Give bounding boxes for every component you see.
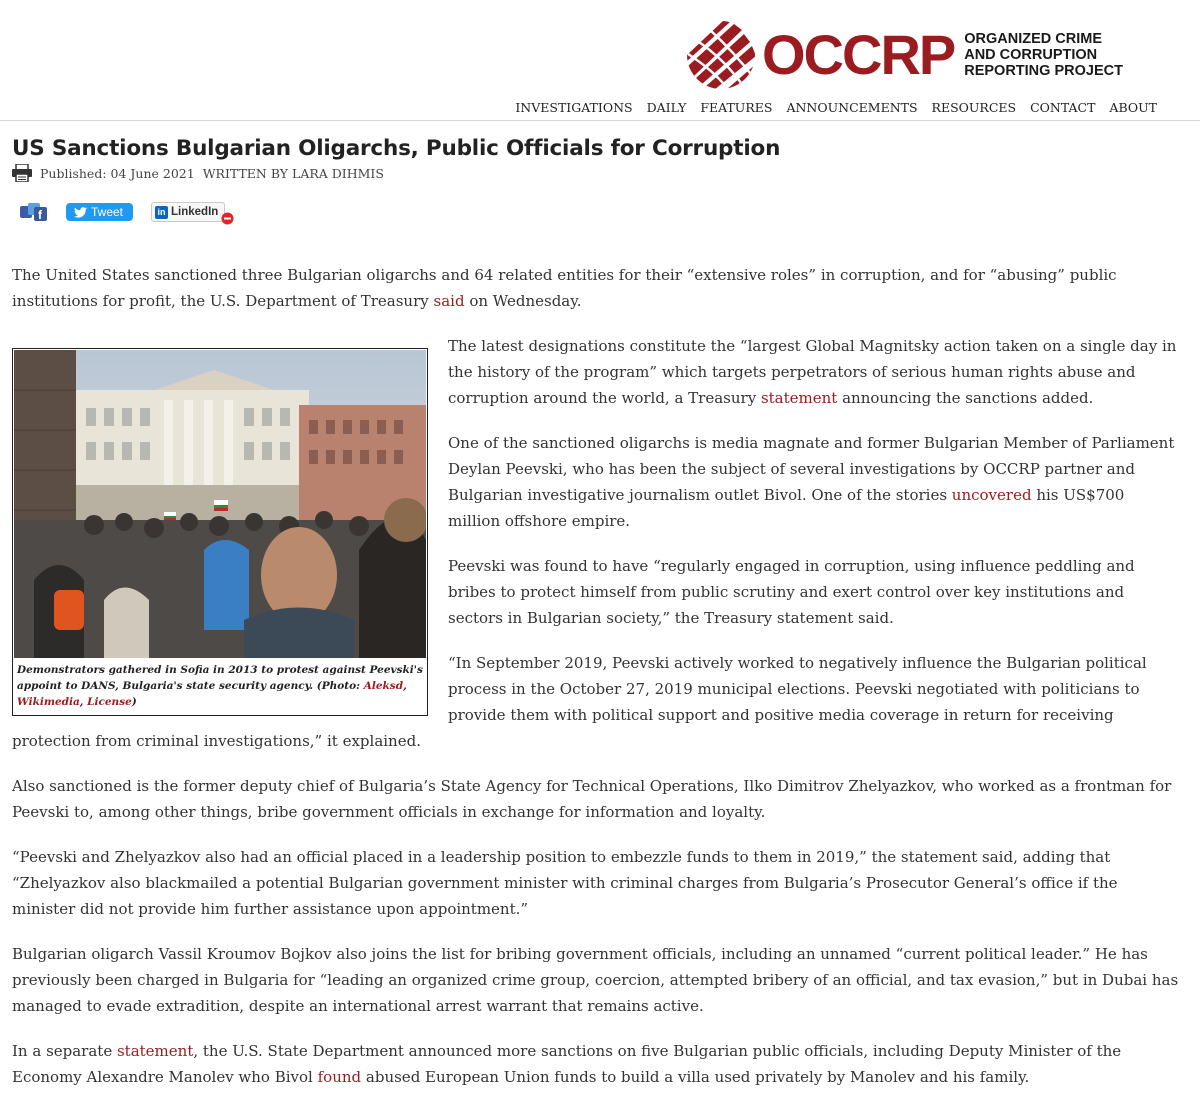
article-figure	[12, 348, 428, 716]
site-header	[0, 0, 1200, 121]
print-icon[interactable]	[12, 164, 32, 182]
article-paragraph: “In September 2019, Peevski actively worked to negatively influence the Bulgarian political process in the October 27, 2019 municipal elections. Peevski negotiated with politicians to provide them with political support and positive media coverage in return for receiving protection from criminal investigations,” it explained.	[12, 654, 1147, 750]
nav-item-daily[interactable]: DAILY	[646, 100, 687, 115]
paragraph-text: , the U.S. State Department announced more sanctions on five Bulgarian public officials, including Deputy Minister of the Economy Alexandre Manolev who Bivol	[12, 1042, 1122, 1086]
article-paragraph	[12, 262, 1180, 314]
nav-item-announcements[interactable]: ANNOUNCEMENTS	[786, 100, 918, 115]
nav-item-investigations[interactable]: INVESTIGATIONS	[515, 100, 633, 115]
caption-text: )	[131, 696, 137, 708]
article-meta	[12, 164, 384, 182]
linkedin-badge-icon	[221, 212, 234, 225]
paragraph-text: One of the sanctioned oligarchs is media magnate and former Bulgarian Member of Parliament Deylan Peevski, who has been the subject of several investigations by OCCRP partner and Bulgarian investigative journalism outlet Bivol. One of the stories	[448, 434, 1175, 504]
tweet-label: Tweet	[91, 205, 124, 219]
article-title: US Sanctions Bulgarian Oligarchs, Public Officials for Corruption	[12, 136, 781, 161]
article-paragraph: Also sanctioned is the former deputy chief of Bulgaria’s State Agency for Technical Operations, Ilko Dimitrov Zhelyazkov, who worked as a frontman for Peevski to, among other things, bribe government officials in exchange for information and loyalty.	[12, 777, 1172, 821]
photo-caption	[14, 658, 426, 714]
occrp-logo[interactable]	[686, 20, 1123, 90]
uncovered-link[interactable]: uncovered	[951, 486, 1032, 504]
said-link[interactable]: said	[433, 292, 465, 310]
logo-tagline	[964, 31, 1123, 79]
author-byline: WRITTEN BY LARA DIHMIS	[202, 165, 384, 181]
state-department-statement-link[interactable]: statement	[116, 1042, 194, 1060]
article-paragraph	[12, 1038, 1180, 1090]
treasury-statement-link[interactable]: statement	[760, 389, 838, 407]
license-link[interactable]: License	[87, 696, 132, 708]
photo-credit-link[interactable]: Aleksd	[363, 680, 404, 692]
twitter-bird-icon	[74, 207, 87, 218]
main-nav	[515, 100, 1157, 115]
article-paragraph: Peevski was found to have “regularly engaged in corruption, using influence peddling and bribes to protect himself from public scrutiny and exert control over key institutions and sectors in Bulgarian society,” the Treasury statement said.	[448, 557, 1135, 627]
paragraph-text: The latest designations constitute the “largest Global Magnitsky action taken on a single day in the history of the program” which targets perpetrators of serious human rights abuse and corruption around the world, a Treasury	[448, 337, 1177, 407]
protest-photo[interactable]	[14, 350, 426, 658]
nav-item-features[interactable]: FEATURES	[700, 100, 773, 115]
occrp-wordmark: OCCRP	[762, 23, 955, 86]
article-paragraph: Bulgarian oligarch Vassil Kroumov Bojkov also joins the list for bribing government officials, including an unnamed “current political leader.” He has previously been charged in Bulgaria for “leading an organized crime group, coercion, attempted bribery of an official, and tax evasion,” but in Dubai has managed to evade extradition, despite an international arrest warrant that remains active.	[12, 945, 1179, 1015]
paragraph-text: on Wednesday.	[464, 292, 582, 310]
paragraph-text: The United States sanctioned three Bulgarian oligarchs and 64 related entities for their “extensive roles” in corruption, and for “abusing” public institutions for profit, the U.S. Department of Treasury	[12, 266, 1117, 310]
paragraph-text: In a separate	[12, 1042, 117, 1060]
caption-separator: ,	[79, 696, 88, 708]
paragraph-text: his US$700 million offshore empire.	[448, 486, 1125, 530]
linkedin-icon: in	[155, 206, 168, 219]
linkedin-label: LinkedIn	[171, 206, 219, 218]
nav-item-about[interactable]: ABOUT	[1109, 100, 1157, 115]
paragraph-text: announcing the sanctions added.	[837, 389, 1094, 407]
paragraph-text: abused European Union funds to build a villa used privately by Manolev and his family.	[361, 1068, 1030, 1086]
logo-tagline-line: AND CORRUPTION	[964, 47, 1098, 63]
logo-tagline-line: ORGANIZED CRIME	[964, 31, 1102, 47]
occrp-globe-logo	[686, 20, 756, 90]
article-paragraph: “Peevski and Zhelyazkov also had an official placed in a leadership position to embezzle funds to them in 2019,” the statement said, adding that “Zhelyazkov also blackmailed a potential Bulgarian government minister with criminal charges from Bulgaria’s Prosecutor General’s office if the minister did not provide him further assistance upon appointment.”	[12, 848, 1118, 918]
svg-text:f: f	[38, 208, 42, 222]
share-bar	[20, 202, 225, 222]
caption-text: Demonstrators gathered in Sofia in 2013 to protest against Peevski's appoint to DANS, Bulgaria's state security agency. (Photo:	[17, 664, 423, 692]
published-date: Published: 04 June 2021	[40, 165, 195, 181]
caption-separator: ,	[403, 680, 407, 692]
wikimedia-link[interactable]: Wikimedia	[17, 696, 80, 708]
article-body	[12, 262, 1180, 1109]
nav-item-resources[interactable]: RESOURCES	[931, 100, 1017, 115]
share-icon[interactable]	[20, 202, 48, 222]
linkedin-share-button[interactable]	[151, 202, 225, 222]
tweet-button[interactable]	[66, 203, 133, 221]
nav-item-contact[interactable]: CONTACT	[1030, 100, 1096, 115]
logo-tagline-line: REPORTING PROJECT	[964, 63, 1123, 79]
found-link[interactable]: found	[317, 1068, 362, 1086]
